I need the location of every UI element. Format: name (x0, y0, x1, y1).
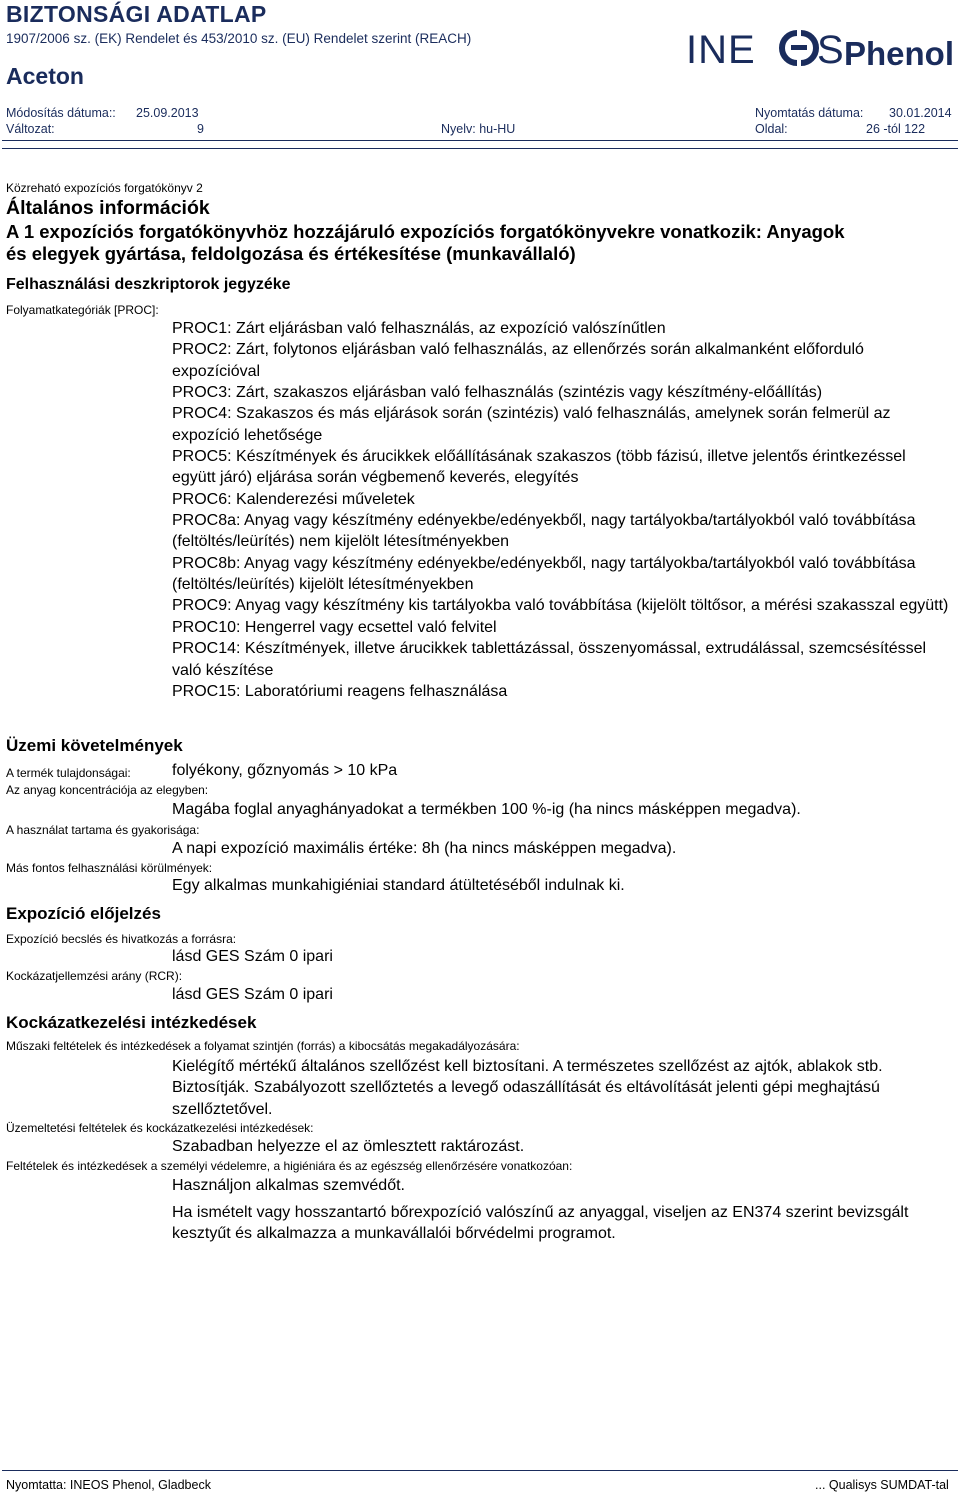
operational-heading: Üzemi követelmények (6, 736, 183, 755)
other-conditions-label: Más fontos felhasználási körülmények: (6, 861, 213, 875)
properties-value: folyékony, gőznyomás > 10 kPa (172, 762, 398, 779)
footer-printed-by: Nyomtatta: INEOS Phenol, Gladbeck (6, 1478, 211, 1492)
technical-measures-value: Kielégítő mértékű általános szellőzést kell biztosítani. A természetes szellőzést az ajtók, ablakok stb. Biztosítják. Szabályozott szellőztetés a levegő odaszállítását és eltávolítását jelenti gépi meghajtású szellőztetővel. (172, 1058, 883, 1118)
proc-item: PROC4: Szakaszos és más eljárások során (szintézis) való felhasználás, amelynek során felmerül az expozíció lehetősége (172, 405, 891, 444)
properties-label: A termék tulajdonságai: (6, 766, 131, 780)
proc-item: PROC2: Zárt, folytonos eljárásban való felhasználás, az ellenőrzés során alkalmanként előforduló expozícióval (172, 341, 864, 380)
regulation-line: 1907/2006 sz. (EK) Rendelet és 453/2010 sz. (EU) Rendelet szerint (REACH) (6, 31, 472, 46)
footer-software: ... Qualisys SUMDAT-tal (815, 1478, 949, 1492)
proc-item: PROC1: Zárt eljárásban való felhasználás, az expozíció valószínűtlen (172, 320, 666, 337)
proc-item: PROC6: Kalenderezési műveletek (172, 490, 415, 508)
other-conditions-value: Egy alkalmas munkahigiéniai standard átültetéséből indulnak ki. (172, 877, 625, 894)
proc-item: PROC5: Készítmények és árucikkek előállításának szakaszos (több fázisú, illetve jelentős érintkezéssel együtt járó) eljárása során végbemenő keverés, elegyítés (172, 448, 906, 487)
duration-label: A használat tartama és gyakorisága: (6, 823, 200, 837)
exposure-heading: Expozíció előjelzés (6, 904, 161, 923)
svg-text:S: S (817, 28, 844, 71)
version-value: 9 (197, 122, 204, 136)
page-label: Oldal: (755, 122, 788, 136)
ppe-value-eye: Használjon alkalmas szemvédőt. (172, 1177, 405, 1194)
footer-divider (2, 1470, 958, 1471)
header-divider-2 (2, 148, 958, 149)
product-name: Aceton (6, 63, 84, 89)
organisational-measures-value: Szabadban helyezze el az ömlesztett raktározást. (172, 1138, 525, 1155)
proc-item: PROC10: Hengerrel vagy ecsettel való felvitel (172, 618, 497, 636)
proc-item: PROC8a: Anyag vagy készítmény edényekbe/edényekből, nagy tartályokba/tartályokból való továbbítása (feltöltés/leürítés) nem kijelölt létesítményekben (172, 512, 916, 551)
ppe-value-gloves: Ha ismételt vagy hosszantartó bőrexpozíció valószínű az anyaggal, viseljen az EN374 szerint bevizsgált kesztyűt és alkalmazza a munkavállalói bőrvédelmi programot. (172, 1204, 909, 1243)
header-divider-1 (2, 140, 958, 141)
descriptors-heading: Felhasználási deszkriptorok jegyzéke (6, 276, 291, 293)
proc-list (172, 318, 952, 702)
document-title: BIZTONSÁGI ADATLAP (6, 1, 267, 27)
proc-item: PROC8b: Anyag vagy készítmény edényekbe/edényekből, nagy tartályokba/tartályokból való továbbítása (feltöltés/leürítés) kijelölt létesítményekben (172, 554, 916, 594)
proc-item: PROC14: Készítmények, illetve árucikkek tablettázással, összenyomással, extrudálással, szemcsésítéssel való készítése (172, 640, 927, 679)
language: Nyelv: hu-HU (441, 122, 516, 136)
rcr-value: lásd GES Szám 0 ipari (172, 986, 333, 1003)
revision-date: 25.09.2013 (136, 106, 199, 120)
proc-item: PROC3: Zárt, szakaszos eljárásban való felhasználás (szintézis vagy készítmény-előállítás) (172, 384, 823, 402)
ineos-phenol-logo (686, 27, 960, 71)
organisational-measures-label: Üzemeltetési feltételek és kockázatkezelési intézkedések: (6, 1121, 314, 1135)
general-info-heading: Általános információk (6, 197, 210, 219)
scenario-label: Közreható expozíciós forgatókönyv 2 (6, 181, 203, 195)
svg-text:Phenol: Phenol (844, 35, 955, 71)
page-value: 26 -tól 122 (866, 122, 926, 136)
proc-item: PROC9: Anyag vagy készítmény kis tartályokba való továbbítása (kijelölt töltősor, a mérési szakasszal együtt) (172, 597, 949, 615)
risk-heading: Kockázatkezelési intézkedések (6, 1013, 257, 1032)
proc-label: Folyamatkategóriák [PROC]: (6, 303, 159, 317)
ppe-label: Feltételek és intézkedések a személyi védelemre, a higiéniára és az egészség ellenőrzésére vonatkozóan: (6, 1159, 573, 1173)
duration-value: A napi expozíció maximális értéke: 8h (ha nincs másképpen megadva). (172, 840, 677, 857)
proc-item: PROC15: Laboratóriumi reagens felhasználása (172, 682, 508, 700)
print-date: 30.01.2014 (889, 106, 952, 120)
concentration-value: Magába foglal anyaghányadokat a termékben 100 %-ig (ha nincs másképpen megadva). (172, 801, 801, 818)
scenario-title-line1: A 1 expozíciós forgatókönyvhöz hozzájáruló expozíciós forgatókönyvekre vonatkozik: Anyagok (6, 221, 845, 242)
rcr-label: Kockázatjellemzési arány (RCR): (6, 969, 183, 983)
ineos-logo-icon (686, 27, 960, 71)
concentration-label: Az anyag koncentrációja az elegyben: (6, 783, 209, 797)
exposure-estimate-value: lásd GES Szám 0 ipari (172, 948, 333, 965)
svg-text:INE: INE (686, 28, 756, 71)
technical-measures-label: Műszaki feltételek és intézkedések a folyamat szintjén (forrás) a kibocsátás megakadályozására: (6, 1039, 520, 1053)
scenario-title-line2: és elegyek gyártása, feldolgozása és értékesítése (munkavállaló) (6, 243, 576, 264)
print-label: Nyomtatás dátuma: (755, 106, 864, 120)
revision-label: Módosítás dátuma:: (6, 106, 116, 120)
exposure-estimate-label: Expozíció becslés és hivatkozás a forrásra: (6, 932, 237, 946)
version-label: Változat: (6, 122, 55, 136)
